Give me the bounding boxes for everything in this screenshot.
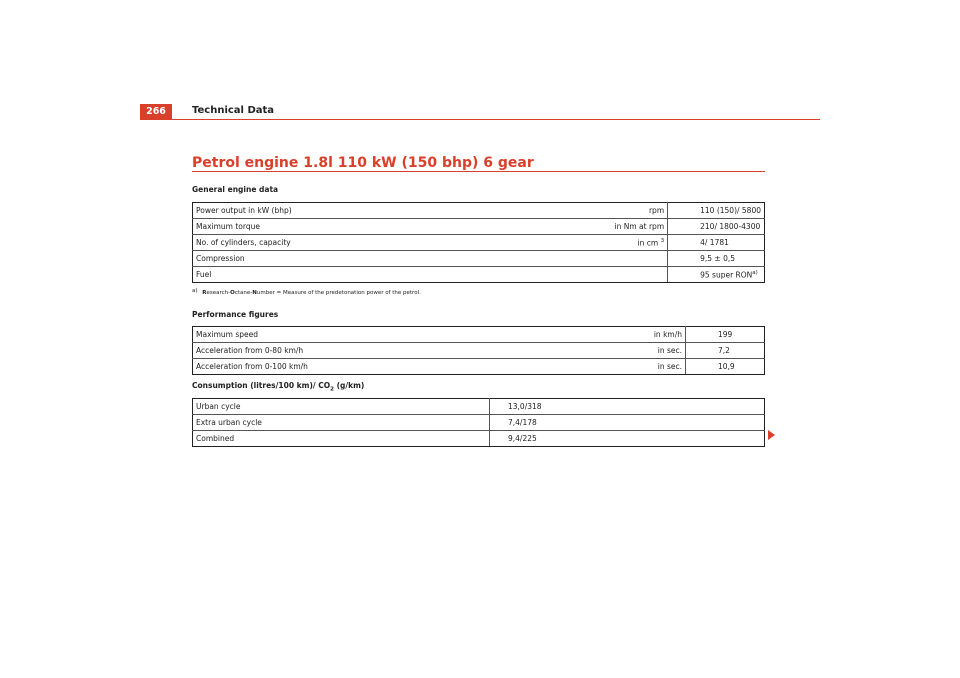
row-value: 10,9 [686,359,765,375]
footnote-text: umber = Measure of the predetonation power of the petrol. [256,290,421,296]
footnote-text: esearch- [206,290,231,296]
table-row [193,415,765,431]
row-label: Acceleration from 0-80 km/h [193,343,400,359]
page-title: Petrol engine 1.8l 110 kW (150 bhp) 6 gear [192,155,534,171]
unit-superscript: 3 [660,237,665,244]
row-unit: in sec. [399,359,686,375]
footnote-ref: a) [752,269,758,276]
table-row [193,399,765,415]
footnote-initial-r: R [202,290,207,296]
footnote-initial-n: N [252,290,257,296]
row-unit: in km/h [399,327,686,343]
table-row [193,219,765,235]
footnote-text: ctane- [234,290,253,296]
row-label: Urban cycle [193,399,490,415]
table-row [193,251,765,267]
header-title: Technical Data [192,105,275,116]
row-unit [393,251,667,267]
table-row [193,267,765,283]
row-unit [393,235,667,251]
general-engine-table [192,202,765,283]
heading-subscript: 2 [330,386,334,393]
row-label: Extra urban cycle [193,415,490,431]
row-value: 7,2 [686,343,765,359]
table-row [193,235,765,251]
footnote [192,290,421,296]
row-value: 7,4/178 [490,415,765,431]
row-value: 4/ 1781 [668,235,765,251]
row-value: 13,0/318 [490,399,765,415]
row-unit: rpm [393,203,667,219]
row-label: Acceleration from 0-100 km/h [193,359,400,375]
row-label: Combined [193,431,490,447]
table-row [193,343,765,359]
row-label: No. of cylinders, capacity [193,235,394,251]
header-divider [140,119,820,120]
consumption-table [192,398,765,447]
value-text: 95 super RON [700,270,753,280]
row-value: 9,4/225 [490,431,765,447]
row-label: Fuel [193,267,394,283]
performance-table [192,326,765,375]
row-label: Maximum speed [193,327,400,343]
row-value: 110 (150)/ 5800 [668,203,765,219]
title-divider [192,171,765,172]
footnote-initial-o: O [230,290,235,296]
table-row [193,327,765,343]
unit-text: in cm [637,238,659,248]
row-value [668,267,765,283]
row-unit: in Nm at rpm [393,219,667,235]
row-value: 199 [686,327,765,343]
row-value: 210/ 1800-4300 [668,219,765,235]
section-heading-general: General engine data [192,185,279,194]
next-page-arrow-icon[interactable] [768,430,775,440]
table-row [193,203,765,219]
section-heading-consumption [192,381,364,393]
row-label: Compression [193,251,394,267]
page-number: 266 [140,104,172,120]
row-label: Maximum torque [193,219,394,235]
heading-text: Consumption (litres/100 km)/ CO [192,381,331,390]
row-unit [393,267,667,283]
heading-text: (g/km) [333,381,365,390]
row-unit: in sec. [399,343,686,359]
row-label: Power output in kW (bhp) [193,203,394,219]
table-row [193,431,765,447]
footnote-mark: a) [192,288,198,294]
row-value: 9,5 ± 0,5 [668,251,765,267]
section-heading-performance: Performance figures [192,310,279,319]
table-row [193,359,765,375]
